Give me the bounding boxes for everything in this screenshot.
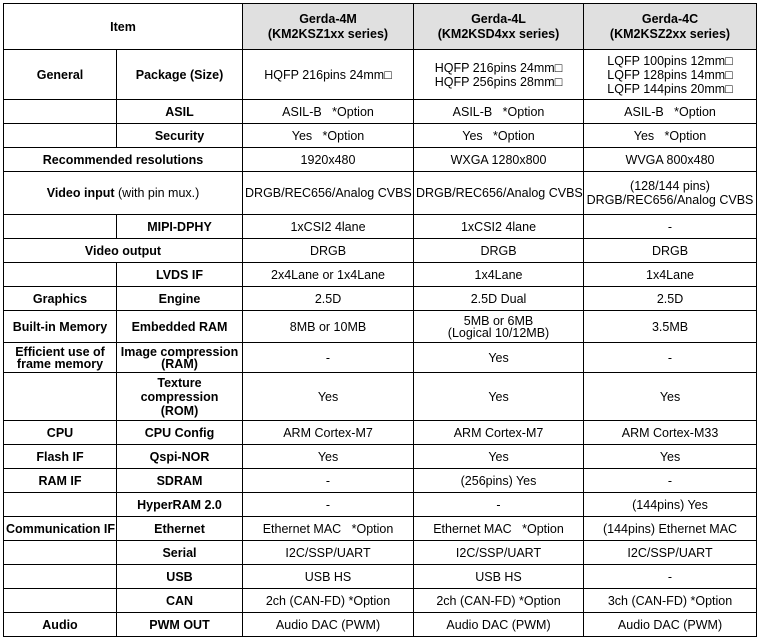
category-builtin-memory: Built-in Memory xyxy=(4,311,117,343)
cell-image-compression-4m: - xyxy=(243,343,414,373)
cell-engine-4m: 2.5D xyxy=(243,287,414,311)
cell-video-input-4m: DRGB/REC656/Analog CVBS xyxy=(243,172,414,215)
cell-video-input-4l: DRGB/REC656/Analog CVBS xyxy=(414,172,584,215)
category-video-input xyxy=(4,172,243,215)
cell-package-4m: HQFP 216pins 24mm□ xyxy=(243,50,414,100)
feature-cpu-config: CPU Config xyxy=(117,421,243,445)
cell-serial-4m: I2C/SSP/UART xyxy=(243,541,414,565)
cell-texture-compression-4c: Yes xyxy=(584,373,757,421)
feature-image-compression: Image compression (RAM) xyxy=(117,343,243,373)
category-empty xyxy=(4,215,117,239)
table-row xyxy=(4,589,757,613)
category-empty xyxy=(4,565,117,589)
cell-asil-4c: ASIL-B *Option xyxy=(584,100,757,124)
category-empty xyxy=(4,541,117,565)
cell-pwm-4m: Audio DAC (PWM) xyxy=(243,613,414,637)
cell-qspi-4m: Yes xyxy=(243,445,414,469)
cell-video-output-4m: DRGB xyxy=(243,239,414,263)
cell-sdram-4l: (256pins) Yes xyxy=(414,469,584,493)
category-audio: Audio xyxy=(4,613,117,637)
cell-can-4l: 2ch (CAN-FD) *Option xyxy=(414,589,584,613)
table-row xyxy=(4,517,757,541)
cell-video-output-4c: DRGB xyxy=(584,239,757,263)
feature-security: Security xyxy=(117,124,243,148)
category-empty xyxy=(4,100,117,124)
category-recommended-resolutions: Recommended resolutions xyxy=(4,148,243,172)
cell-hyperram-4m: - xyxy=(243,493,414,517)
table-row xyxy=(4,565,757,589)
category-flash-if: Flash IF xyxy=(4,445,117,469)
cell-video-output-4l: DRGB xyxy=(414,239,584,263)
table-row xyxy=(4,287,757,311)
cell-mipi-4c: - xyxy=(584,215,757,239)
cell-can-4c: 3ch (CAN-FD) *Option xyxy=(584,589,757,613)
item-header: Item xyxy=(4,4,243,50)
feature-lvds: LVDS IF xyxy=(117,263,243,287)
feature-package: Package (Size) xyxy=(117,50,243,100)
cell-cpu-4m: ARM Cortex-M7 xyxy=(243,421,414,445)
feature-can: CAN xyxy=(117,589,243,613)
category-cpu: CPU xyxy=(4,421,117,445)
table-row xyxy=(4,50,757,100)
category-video-output: Video output xyxy=(4,239,243,263)
cell-serial-4l: I2C/SSP/UART xyxy=(414,541,584,565)
cell-security-4l: Yes *Option xyxy=(414,124,584,148)
cell-engine-4l: 2.5D Dual xyxy=(414,287,584,311)
table-row xyxy=(4,613,757,637)
cell-sdram-4c: - xyxy=(584,469,757,493)
cell-package-4c: LQFP 100pins 12mm□ LQFP 128pins 14mm□ LQFP 144pins 20mm□ xyxy=(584,50,757,100)
cell-ethernet-4m: Ethernet MAC *Option xyxy=(243,517,414,541)
cell-embedded-ram-4l: 5MB or 6MB (Logical 10/12MB) xyxy=(414,311,584,343)
table-row xyxy=(4,541,757,565)
cell-texture-compression-4l: Yes xyxy=(414,373,584,421)
cell-hyperram-4c: (144pins) Yes xyxy=(584,493,757,517)
cell-usb-4m: USB HS xyxy=(243,565,414,589)
cell-cpu-4c: ARM Cortex-M33 xyxy=(584,421,757,445)
category-empty xyxy=(4,124,117,148)
spec-table xyxy=(3,3,757,637)
cell-hyperram-4l: - xyxy=(414,493,584,517)
cell-usb-4l: USB HS xyxy=(414,565,584,589)
cell-asil-4l: ASIL-B *Option xyxy=(414,100,584,124)
cell-can-4m: 2ch (CAN-FD) *Option xyxy=(243,589,414,613)
feature-qspi: Qspi-NOR xyxy=(117,445,243,469)
cell-cpu-4l: ARM Cortex-M7 xyxy=(414,421,584,445)
table-row xyxy=(4,100,757,124)
cell-lvds-4c: 1x4Lane xyxy=(584,263,757,287)
cell-qspi-4l: Yes xyxy=(414,445,584,469)
cell-package-4l: HQFP 216pins 24mm□ HQFP 256pins 28mm□ xyxy=(414,50,584,100)
table-row xyxy=(4,215,757,239)
cell-pwm-4l: Audio DAC (PWM) xyxy=(414,613,584,637)
feature-pwm-out: PWM OUT xyxy=(117,613,243,637)
table-row xyxy=(4,311,757,343)
cell-resolution-4l: WXGA 1280x800 xyxy=(414,148,584,172)
cell-video-input-4c: (128/144 pins) DRGB/REC656/Analog CVBS xyxy=(584,172,757,215)
feature-texture-compression: Texture compression (ROM) xyxy=(117,373,243,421)
category-efficient-use: Efficient use of frame memory xyxy=(4,343,117,373)
cell-resolution-4m: 1920x480 xyxy=(243,148,414,172)
cell-texture-compression-4m: Yes xyxy=(243,373,414,421)
table-row xyxy=(4,172,757,215)
feature-engine: Engine xyxy=(117,287,243,311)
table-row xyxy=(4,445,757,469)
category-graphics: Graphics xyxy=(4,287,117,311)
cell-image-compression-4l: Yes xyxy=(414,343,584,373)
table-row xyxy=(4,239,757,263)
table-row xyxy=(4,124,757,148)
cell-embedded-ram-4c: 3.5MB xyxy=(584,311,757,343)
product-header-gerda-4l xyxy=(414,4,584,50)
cell-sdram-4m: - xyxy=(243,469,414,493)
feature-sdram: SDRAM xyxy=(117,469,243,493)
feature-asil: ASIL xyxy=(117,100,243,124)
table-row xyxy=(4,263,757,287)
header-row xyxy=(4,4,757,50)
cell-serial-4c: I2C/SSP/UART xyxy=(584,541,757,565)
video-input-label: Video input xyxy=(46,186,115,200)
cell-pwm-4c: Audio DAC (PWM) xyxy=(584,613,757,637)
product-series: (KM2KSD4xx series) xyxy=(437,26,560,41)
category-communication-if: Communication IF xyxy=(4,517,117,541)
cell-asil-4m: ASIL-B *Option xyxy=(243,100,414,124)
product-name: Gerda-4L xyxy=(471,11,526,26)
category-ram-if: RAM IF xyxy=(4,469,117,493)
product-name: Gerda-4C xyxy=(641,11,699,26)
cell-lvds-4m: 2x4Lane or 1x4Lane xyxy=(243,263,414,287)
cell-mipi-4l: 1xCSI2 4lane xyxy=(414,215,584,239)
cell-ethernet-4l: Ethernet MAC *Option xyxy=(414,517,584,541)
table-row xyxy=(4,373,757,421)
cell-embedded-ram-4m: 8MB or 10MB xyxy=(243,311,414,343)
cell-usb-4c: - xyxy=(584,565,757,589)
product-series: (KM2KSZ2xx series) xyxy=(609,26,731,41)
cell-ethernet-4c: (144pins) Ethernet MAC xyxy=(584,517,757,541)
product-header-gerda-4c xyxy=(584,4,757,50)
feature-ethernet: Ethernet xyxy=(117,517,243,541)
feature-hyperram: HyperRAM 2.0 xyxy=(117,493,243,517)
category-empty xyxy=(4,589,117,613)
category-empty xyxy=(4,493,117,517)
video-input-sub: (with pin mux.) xyxy=(118,186,200,200)
table-row xyxy=(4,421,757,445)
feature-usb: USB xyxy=(117,565,243,589)
table-row xyxy=(4,148,757,172)
table-row xyxy=(4,343,757,373)
product-name: Gerda-4M xyxy=(299,11,357,26)
feature-mipi: MIPI-DPHY xyxy=(117,215,243,239)
cell-engine-4c: 2.5D xyxy=(584,287,757,311)
product-header-gerda-4m xyxy=(243,4,414,50)
category-general: General xyxy=(4,50,117,100)
table-row xyxy=(4,493,757,517)
product-series: (KM2KSZ1xx series) xyxy=(267,26,389,41)
cell-qspi-4c: Yes xyxy=(584,445,757,469)
feature-embedded-ram: Embedded RAM xyxy=(117,311,243,343)
cell-resolution-4c: WVGA 800x480 xyxy=(584,148,757,172)
table-row xyxy=(4,469,757,493)
category-empty xyxy=(4,263,117,287)
feature-serial: Serial xyxy=(117,541,243,565)
cell-lvds-4l: 1x4Lane xyxy=(414,263,584,287)
cell-image-compression-4c: - xyxy=(584,343,757,373)
cell-security-4c: Yes *Option xyxy=(584,124,757,148)
cell-security-4m: Yes *Option xyxy=(243,124,414,148)
category-empty xyxy=(4,373,117,421)
cell-mipi-4m: 1xCSI2 4lane xyxy=(243,215,414,239)
